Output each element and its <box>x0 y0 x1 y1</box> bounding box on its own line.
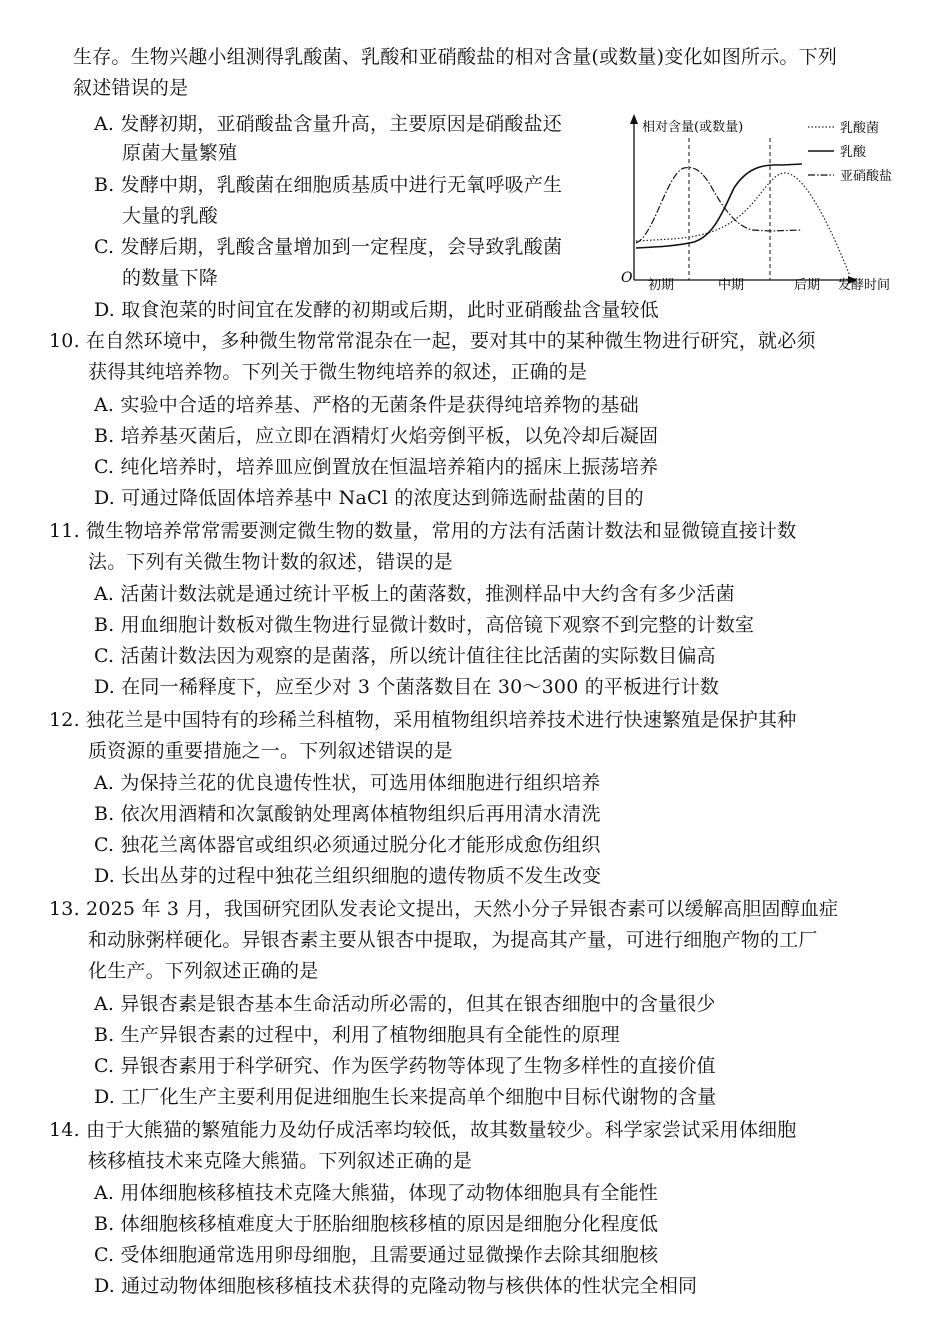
q13-option-d: D. 工厂化生产主要利用促进细胞生长来提高单个细胞中目标代谢物的含量 <box>94 1086 717 1108</box>
phase-label-middle: 中期 <box>718 278 745 293</box>
q13-option-c: C. 异银杏素用于科学研究、作为医学药物等体现了生物多样性的直接价值 <box>94 1055 716 1077</box>
q10-stem-line2: 获得其纯培养物。下列关于微生物纯培养的叙述，正确的是 <box>88 361 588 383</box>
q11-stem-line2: 法。下列有关微生物计数的叙述，错误的是 <box>88 551 453 573</box>
q10-option-a: A. 实验中合适的培养基、严格的无菌条件是获得纯培养物的基础 <box>94 394 639 416</box>
q13-option-a: A. 异银杏素是银杏基本生命活动所必需的，但其在银杏细胞中的含量很少 <box>94 993 716 1015</box>
q10-option-d: D. 可通过降低固体培养基中 NaCl 的浓度达到筛选耐盐菌的目的 <box>94 487 644 509</box>
q14-stem-line1: 14. 由于大熊猫的繁殖能力及幼仔成活率均较低，故其数量较少。科学家尝试采用体细胞 <box>49 1119 797 1141</box>
q14-option-b: B. 体细胞核移植难度大于胚胎细胞核移植的原因是细胞分化程度低 <box>94 1213 659 1235</box>
q11-option-c: C. 活菌计数法因为观察的是菌落，所以统计值往往比活菌的实际数目偏高 <box>94 645 716 667</box>
legend-label-bacteria: 乳酸菌 <box>840 121 880 136</box>
q14-option-d: D. 通过动物体细胞核移植技术获得的克隆动物与核供体的性状完全相同 <box>94 1275 698 1297</box>
q11-option-a: A. 活菌计数法就是通过统计平板上的菌落数，推测样品中大约含有多少活菌 <box>94 583 735 605</box>
y-axis-arrow <box>630 114 638 124</box>
q9-stem-line2: 叙述错误的是 <box>73 77 189 99</box>
series-lactic-acid <box>636 164 802 248</box>
phase-label-early: 初期 <box>648 278 675 293</box>
q9-option-d: D. 取食泡菜的时间宜在发酵的初期或后期，此时亚硝酸盐含量较低 <box>94 299 659 321</box>
q13-stem-line1: 13. 2025 年 3 月，我国研究团队发表论文提出，天然小分子异银杏素可以缓解高胆固醇血症 <box>49 898 839 920</box>
legend-label-acid: 乳酸 <box>840 145 867 160</box>
q11-stem-line1: 11. 微生物培养常常需要测定微生物的数量，常用的方法有活菌计数法和显微镜直接计数 <box>49 520 797 542</box>
legend-label-nitrite: 亚硝酸盐 <box>840 169 893 184</box>
q12-option-b: B. 依次用酒精和次氯酸钠处理离体植物组织后再用清水清洗 <box>94 803 601 825</box>
fermentation-chart <box>612 108 912 298</box>
q10-option-c: C. 纯化培养时，培养皿应倒置放在恒温培养箱内的摇床上振荡培养 <box>94 456 659 478</box>
q9-option-c-cont: 的数量下降 <box>122 267 219 289</box>
q9-option-a-cont: 原菌大量繁殖 <box>122 142 238 164</box>
q10-option-b: B. 培养基灭菌后，应立即在酒精灯火焰旁倒平板，以免冷却后凝固 <box>94 425 659 447</box>
q13-option-b: B. 生产异银杏素的过程中，利用了植物细胞具有全能性的原理 <box>94 1024 620 1046</box>
q9-option-a: A. 发酵初期，亚硝酸盐含量升高，主要原因是硝酸盐还 <box>94 113 563 135</box>
origin-label: O <box>621 270 633 286</box>
q12-option-d: D. 长出丛芽的过程中独花兰组织细胞的遗传物质不发生改变 <box>94 865 602 887</box>
q14-option-c: C. 受体细胞通常选用卵母细胞，且需要通过显微操作去除其细胞核 <box>94 1244 659 1266</box>
q9-option-b-cont: 大量的乳酸 <box>122 205 219 227</box>
q12-option-c: C. 独花兰离体器官或组织必须通过脱分化才能形成愈伤组织 <box>94 834 601 856</box>
q14-stem-line2: 核移植技术来克隆大熊猫。下列叙述正确的是 <box>88 1150 473 1172</box>
q9-option-c: C. 发酵后期，乳酸含量增加到一定程度，会导致乳酸菌 <box>94 236 563 258</box>
q9-option-b: B. 发酵中期，乳酸菌在细胞质基质中进行无氧呼吸产生 <box>94 174 563 196</box>
y-axis-label: 相对含量(或数量) <box>642 120 744 135</box>
q14-option-a: A. 用体细胞核移植技术克隆大熊猫，体现了动物体细胞具有全能性 <box>94 1182 659 1204</box>
phase-label-late: 后期 <box>794 278 821 293</box>
q9-stem-line1: 生存。生物兴趣小组测得乳酸菌、乳酸和亚硝酸盐的相对含量(或数量)变化如图所示。下列 <box>73 46 838 68</box>
q12-stem-line2: 质资源的重要措施之一。下列叙述错误的是 <box>88 740 453 762</box>
q12-stem-line1: 12. 独花兰是中国特有的珍稀兰科植物，采用植物组织培养技术进行快速繁殖是保护其种 <box>49 709 797 731</box>
q11-option-b: B. 用血细胞计数板对微生物进行显微计数时，高倍镜下观察不到完整的计数室 <box>94 614 755 636</box>
series-nitrite <box>636 168 802 243</box>
x-axis-label: 发酵时间 <box>838 278 891 293</box>
q12-option-a: A. 为保持兰花的优良遗传性状，可选用体细胞进行组织培养 <box>94 772 601 794</box>
q13-stem-line2: 和动脉粥样硬化。异银杏素主要从银杏中提取，为提高其产量，可进行细胞产物的工厂 <box>88 929 818 951</box>
q11-option-d: D. 在同一稀释度下，应至少对 3 个菌落数目在 30～300 的平板进行计数 <box>94 676 720 698</box>
q13-stem-line3: 化生产。下列叙述正确的是 <box>88 960 319 982</box>
q10-stem-line1: 10. 在自然环境中，多种微生物常常混杂在一起，要对其中的某种微生物进行研究，就必须 <box>49 330 816 352</box>
